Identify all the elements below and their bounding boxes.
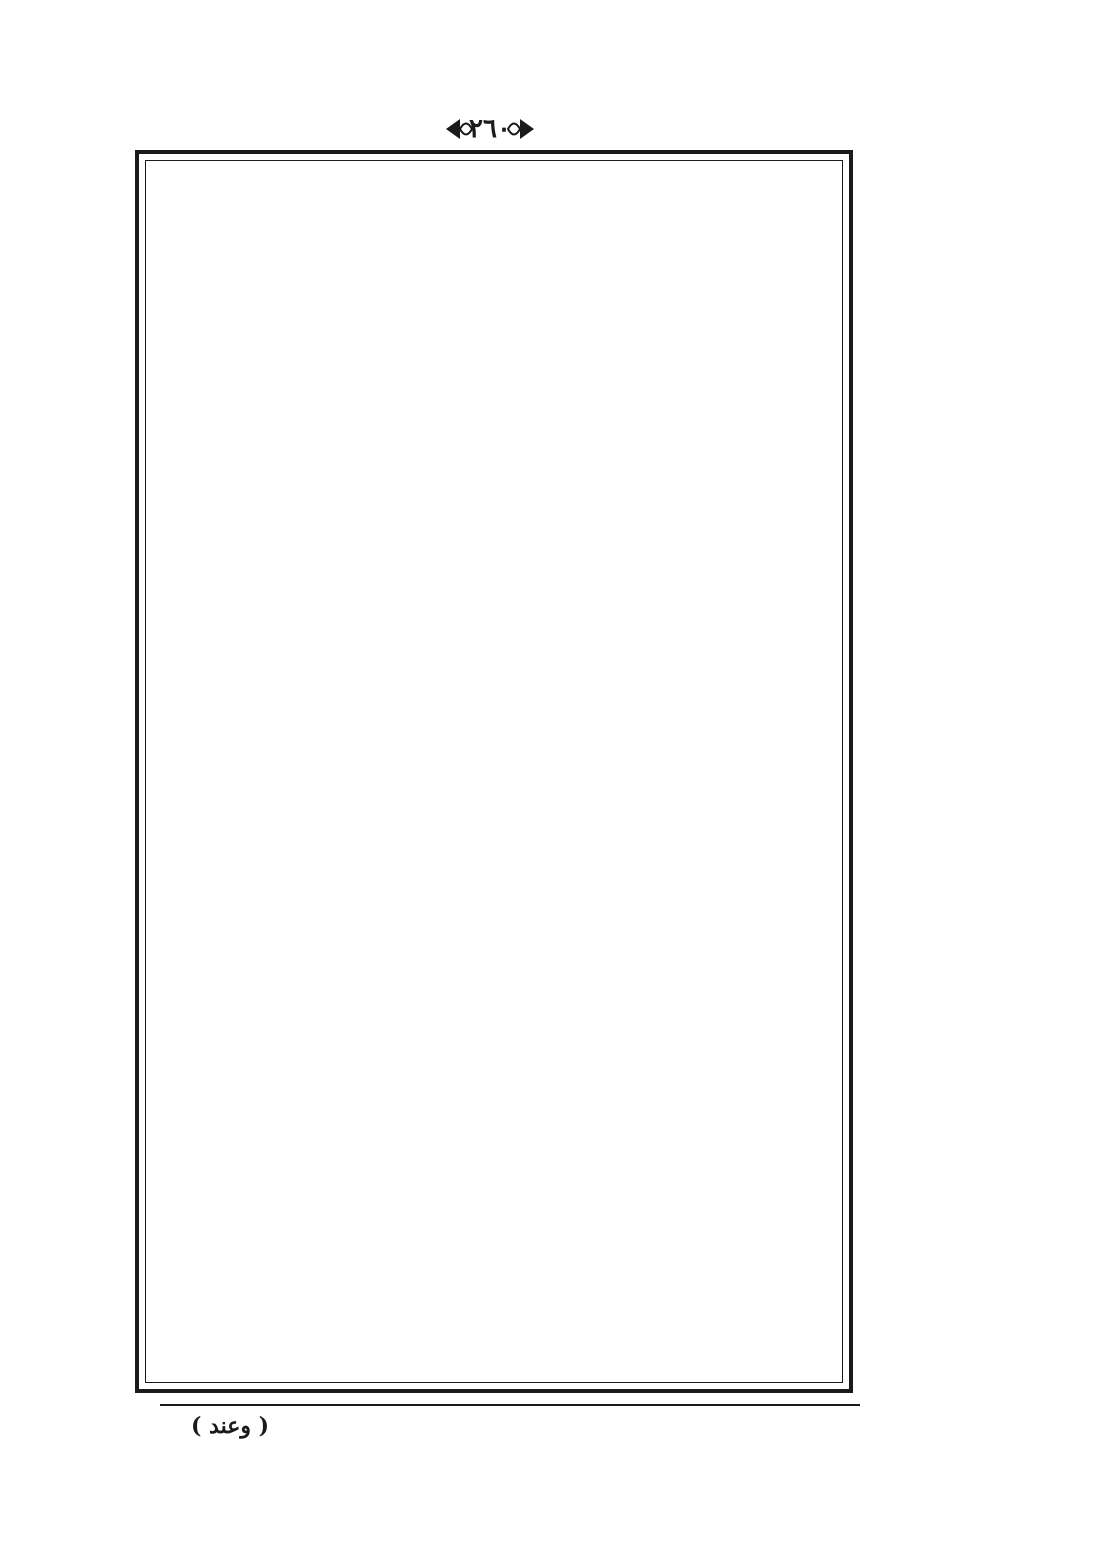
margin-gloss-line-11: [858, 937, 998, 976]
main-text-line-14: [166, 671, 836, 709]
main-text-line-11: [166, 556, 836, 594]
main-text-line-23: [166, 1016, 836, 1054]
margin-gloss-line-16: [858, 1130, 998, 1169]
margin-gloss-line-10: [858, 899, 998, 938]
margin-gloss-line-4: [858, 668, 998, 707]
main-text-line-17: [166, 786, 836, 824]
page-number: ٢٦٠: [469, 114, 511, 144]
main-text-line-13: [166, 633, 836, 671]
main-text-line-16: [166, 747, 836, 785]
margin-gloss-line-7: [858, 783, 998, 822]
main-text-line-2: [166, 211, 836, 249]
main-text-inner-border: [145, 160, 843, 1383]
margin-gloss-line-18: [858, 1207, 998, 1246]
main-text-line-26: [166, 1130, 836, 1168]
main-text-line-18: [166, 824, 836, 862]
margin-gloss-line-1: [858, 552, 998, 591]
margin-gloss-line-5: [858, 706, 998, 745]
page-footer: [0, 1398, 1099, 1458]
main-text-line-24: [166, 1054, 836, 1092]
margin-gloss-line-2: [858, 591, 998, 630]
main-text-line-31: [166, 1322, 836, 1360]
main-text-line-10: [166, 518, 836, 556]
margin-gloss-line-19: [858, 1245, 998, 1284]
margin-gloss-line-8: [858, 822, 998, 861]
main-text-line-4: [166, 288, 836, 326]
main-text-line-15: [166, 709, 836, 747]
main-text-line-12: [166, 594, 836, 632]
main-text-line-19: [166, 862, 836, 900]
main-text-line-3: [166, 250, 836, 288]
main-text-line-20: [166, 901, 836, 939]
margin-gloss-line-13: [858, 1014, 998, 1053]
catchword: ( وعند ): [190, 1413, 270, 1439]
main-text-block: [166, 173, 836, 1399]
main-text-line-21: [166, 939, 836, 977]
margin-gloss-line-22: [858, 1361, 998, 1400]
margin-gloss-line-12: [858, 976, 998, 1015]
main-text-line-9: [166, 479, 836, 517]
margin-gloss-line-14: [858, 1053, 998, 1092]
main-text-line-6: [166, 364, 836, 402]
margin-gloss-line-6: [858, 745, 998, 784]
margin-gloss-line-3: [858, 629, 998, 668]
main-text-frame: [135, 150, 853, 1393]
margin-gloss-line-9: [858, 860, 998, 899]
main-text-line-32: [166, 1360, 836, 1398]
main-text-line-27: [166, 1169, 836, 1207]
main-text-line-22: [166, 977, 836, 1015]
main-text-line-7: [166, 403, 836, 441]
margin-gloss: [858, 552, 998, 1438]
main-text-line-30: [166, 1284, 836, 1322]
margin-gloss-line-20: [858, 1284, 998, 1323]
main-text-line-5: [166, 326, 836, 364]
main-text-line-8: [166, 441, 836, 479]
main-text-line-1: [166, 173, 836, 211]
page-header: [0, 108, 1099, 152]
main-text-line-25: [166, 1092, 836, 1130]
margin-gloss-line-21: [858, 1322, 998, 1361]
main-text-line-28: [166, 1207, 836, 1245]
main-text-line-29: [166, 1245, 836, 1283]
margin-gloss-line-15: [858, 1091, 998, 1130]
footer-rule: [160, 1404, 860, 1406]
margin-gloss-line-17: [858, 1168, 998, 1207]
